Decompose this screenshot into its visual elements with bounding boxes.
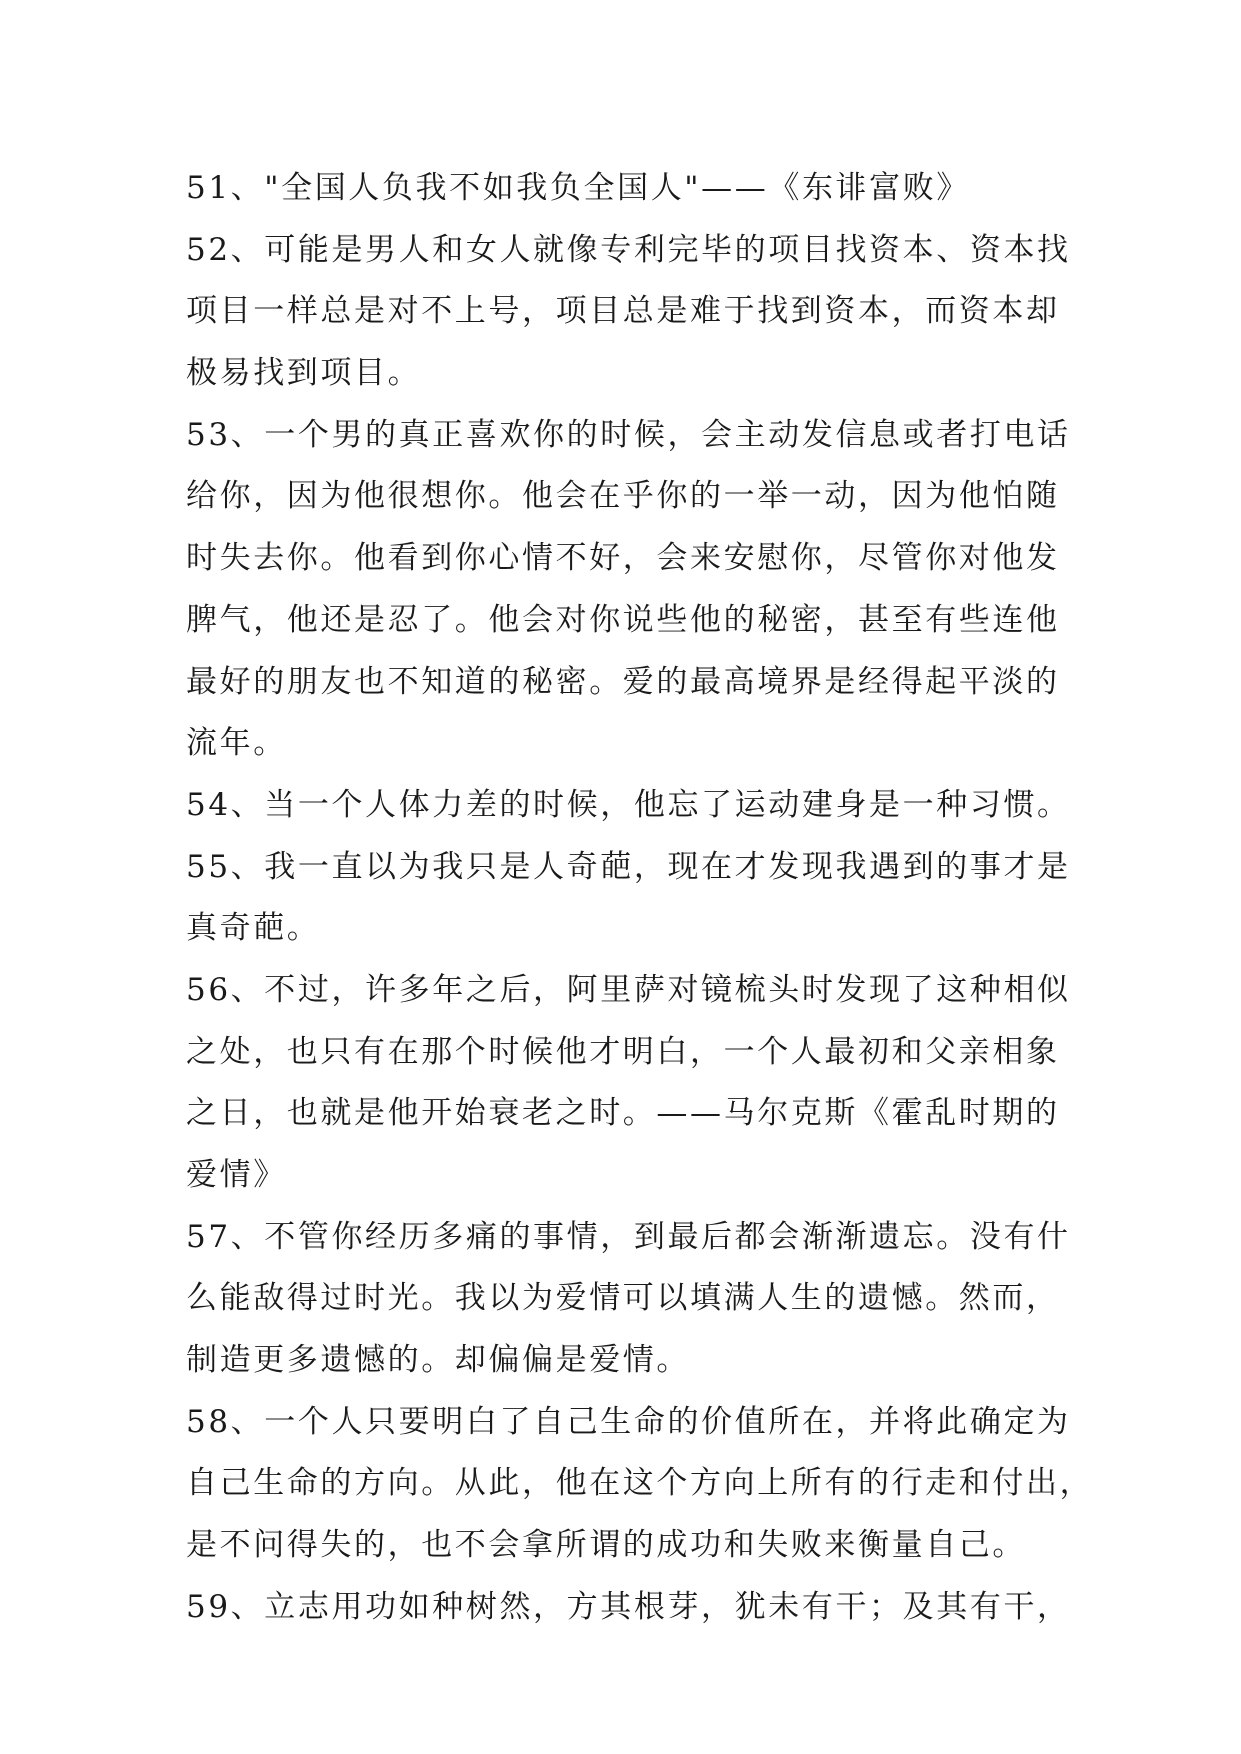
- text-line: 时失去你。他看到你心情不好，会来安慰你，尽管你对他发: [186, 540, 1060, 577]
- text-line: 脾气，他还是忍了。他会对你说些他的秘密，甚至有些连他: [186, 601, 1060, 638]
- text-line: 52、可能是男人和女人就像专利完毕的项目找资本、资本找: [186, 231, 1071, 268]
- text-line: 59、立志用功如种树然，方其根芽，犹未有干；及其有干，: [186, 1588, 1071, 1625]
- text-line: 给你，因为他很想你。他会在乎你的一举一动，因为他怕随: [186, 478, 1060, 515]
- text-line: 56、不过，许多年之后，阿里萨对镜梳头时发现了这种相似: [186, 971, 1071, 1008]
- text-line: 54、当一个人体力差的时候，他忘了运动建身是一种习惯。: [186, 786, 1071, 823]
- text-line: 是不问得失的，也不会拿所谓的成功和失败来衡量自己。: [186, 1527, 1026, 1564]
- text-line: 自己生命的方向。从此，他在这个方向上所有的行走和付出，: [186, 1465, 1094, 1502]
- text-line: 之日，也就是他开始衰老之时。——马尔克斯《霍乱时期的: [186, 1095, 1060, 1132]
- text-line: 57、不管你经历多痛的事情，到最后都会渐渐遗忘。没有什: [186, 1218, 1071, 1255]
- text-line: 51、"全国人负我不如我负全国人"——《东诽富败》: [186, 170, 970, 206]
- text-line: 58、一个人只要明白了自己生命的价值所在，并将此确定为: [186, 1403, 1071, 1440]
- text-line: 项目一样总是对不上号，项目总是难于找到资本，而资本却: [186, 293, 1060, 330]
- text-line: 极易找到项目。: [186, 355, 422, 392]
- text-line: 爱情》: [186, 1157, 287, 1193]
- text-line: 流年。: [186, 725, 287, 762]
- text-line: 真奇葩。: [186, 910, 321, 947]
- text-line: 制造更多遗憾的。却偏偏是爱情。: [186, 1342, 690, 1379]
- text-line: 么能敌得过时光。我以为爱情可以填满人生的遗憾。然而，: [186, 1280, 1060, 1317]
- text-line: 55、我一直以为我只是人奇葩，现在才发现我遇到的事才是: [186, 848, 1071, 885]
- text-line: 之处，也只有在那个时候他才明白，一个人最初和父亲相象: [186, 1033, 1060, 1070]
- document-body: [186, 158, 1094, 1639]
- text-line: 53、一个男的真正喜欢你的时候，会主动发信息或者打电话: [186, 416, 1071, 453]
- text-line: 最好的朋友也不知道的秘密。爱的最高境界是经得起平淡的: [186, 663, 1060, 700]
